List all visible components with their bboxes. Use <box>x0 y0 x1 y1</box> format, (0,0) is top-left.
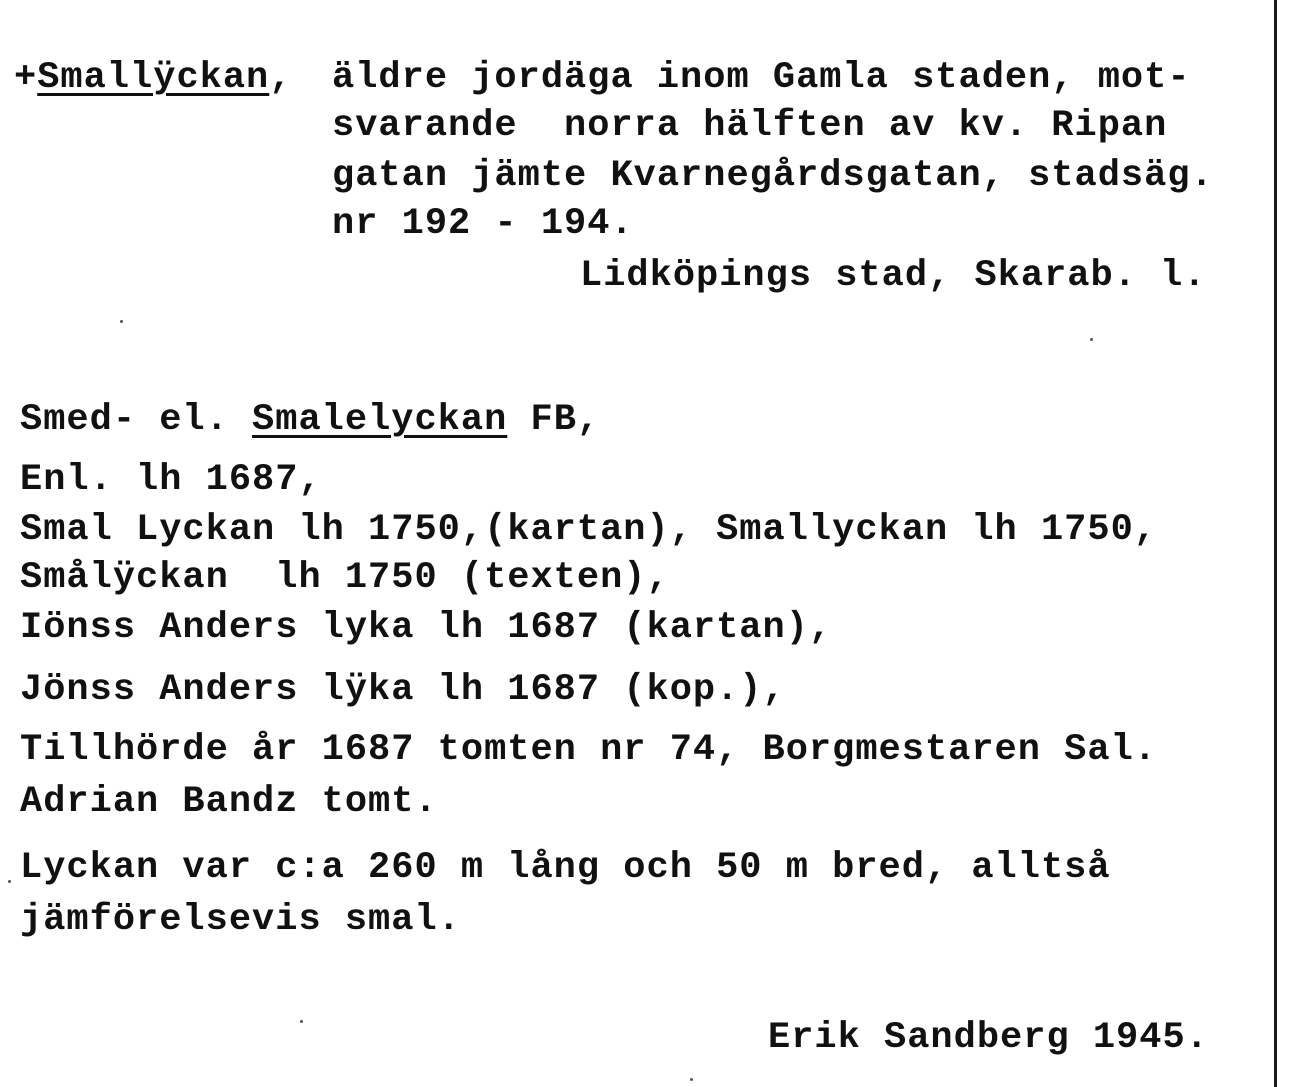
source-line-5: Jönss Anders lÿka lh 1687 (kop.), <box>20 669 786 711</box>
headword-prefix: + <box>14 57 38 99</box>
definition-line-3: gatan jämte Kvarnegårdsgatan, stadsäg. <box>332 155 1214 197</box>
scan-speck <box>690 1078 693 1081</box>
definition-line-4: nr 192 - 194. <box>332 203 634 245</box>
source-line-1: Enl. lh 1687, <box>20 459 322 501</box>
variant-suffix: FB, <box>507 399 601 441</box>
location-line: Lidköpings stad, Skarab. l. <box>580 255 1207 297</box>
variant-line <box>20 398 600 442</box>
variant-prefix: Smed- el. <box>20 399 253 441</box>
note-line-3: Lyckan var c:a 260 m lång och 50 m bred, alltså <box>20 847 1111 889</box>
note-line-4: jämförelsevis smal. <box>20 899 461 941</box>
source-line-4: Iönss Anders lyka lh 1687 (kartan), <box>20 607 833 649</box>
definition-line-2: svarande norra hälften av kv. Ripan <box>332 105 1168 147</box>
headword: Smallÿckan <box>37 57 270 99</box>
scan-speck <box>1090 338 1093 341</box>
signature: Erik Sandberg 1945. <box>768 1017 1209 1059</box>
headword-line <box>14 56 292 100</box>
scan-speck <box>300 1020 303 1023</box>
definition-line-1: äldre jordäga inom Gamla staden, mot- <box>332 57 1191 99</box>
card-edge-line <box>1274 0 1277 1087</box>
source-line-3: Smålÿckan lh 1750 (texten), <box>20 557 670 599</box>
note-line-1: Tillhörde år 1687 tomten nr 74, Borgmestaren Sal. <box>20 729 1157 771</box>
headword-sep: , <box>269 57 293 99</box>
scan-speck <box>8 880 11 883</box>
source-line-2: Smal Lyckan lh 1750,(kartan), Smallyckan lh 1750, <box>20 509 1157 551</box>
variant-word: Smalelyckan <box>252 399 508 441</box>
scan-speck <box>120 320 123 323</box>
note-line-2: Adrian Bandz tomt. <box>20 781 438 823</box>
